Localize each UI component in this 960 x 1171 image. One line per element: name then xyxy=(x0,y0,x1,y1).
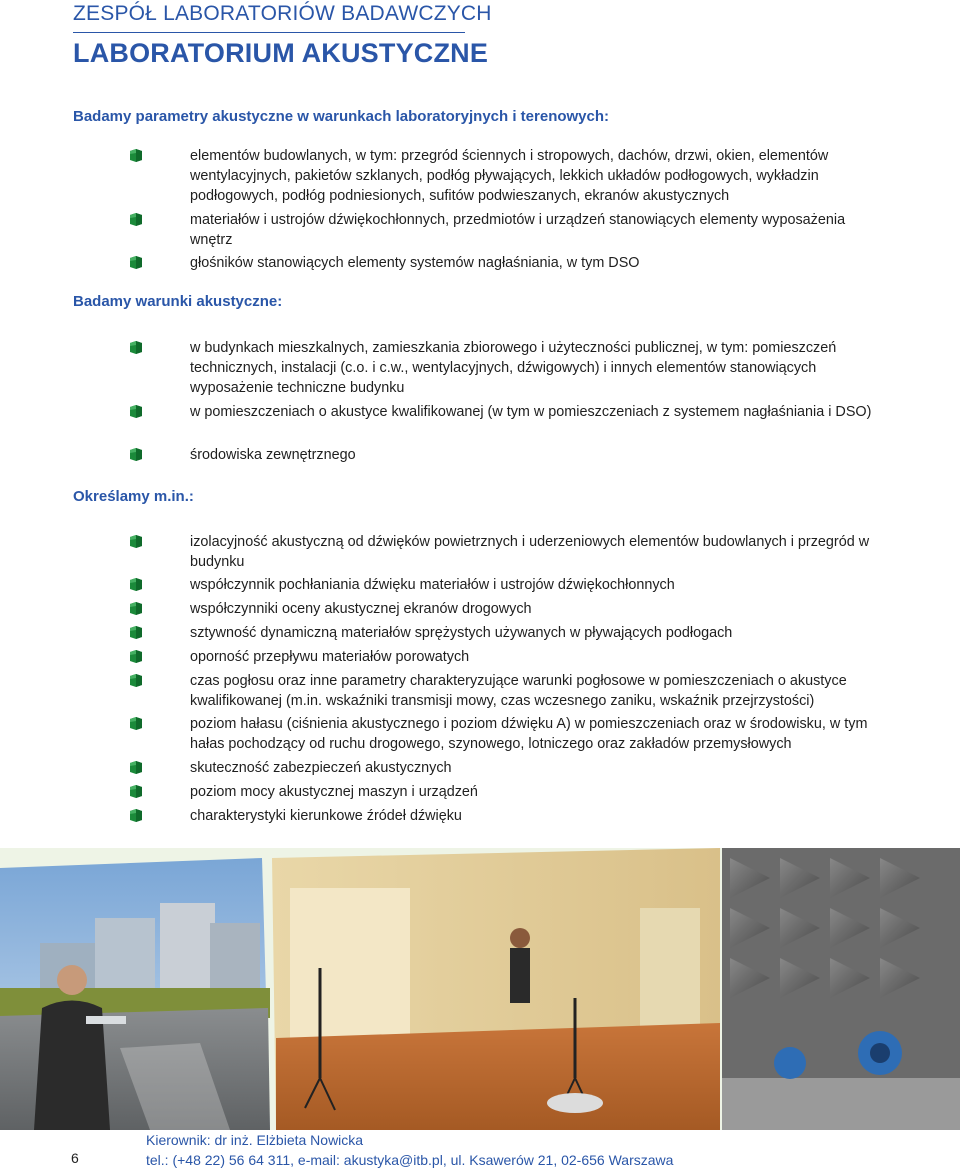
section-heading-conditions: Badamy warunki akustyczne: xyxy=(73,293,283,310)
list-item-text: charakterystyki kierunkowe źródeł dźwięku xyxy=(190,808,462,824)
list-item xyxy=(0,671,960,714)
green-cube-bullet-icon xyxy=(129,341,143,354)
list-item-text: poziom hałasu (ciśnienia akustycznego i poziom dźwięku A) w pomieszczeniach oraz w środowisku, w tym hałas pochodzący od ruchu drogowego, szynowego, lotniczego oraz zakładów przemysłowych xyxy=(190,716,868,752)
green-cube-bullet-icon xyxy=(129,578,143,591)
list-item xyxy=(0,575,960,599)
list-item xyxy=(0,714,960,758)
list-item-text: oporność przepływu materiałów porowatych xyxy=(190,649,470,665)
page-number: 6 xyxy=(71,1150,79,1166)
list-item xyxy=(0,146,960,210)
list-item-text: głośników stanowiących elementy systemów nagłaśniania, w tym DSO xyxy=(190,255,640,271)
page-title: LABORATORIUM AKUSTYCZNE xyxy=(73,38,489,68)
list-item-text: materiałów i ustrojów dźwiękochłonnych, przedmiotów i urządzeń stanowiących elementy wyposażenia wnętrz xyxy=(190,212,846,248)
green-cube-bullet-icon xyxy=(129,626,143,639)
green-cube-bullet-icon xyxy=(129,717,143,730)
list-item xyxy=(0,806,960,830)
green-cube-bullet-icon xyxy=(129,405,143,418)
list-item xyxy=(0,758,960,782)
green-cube-bullet-icon xyxy=(129,602,143,615)
list-item-text: w pomieszczeniach o akustyce kwalifikowanej (w tym w pomieszczeniach z systemem nagłaśniania i DSO) xyxy=(190,404,872,420)
footer-contact-line: tel.: (+48 22) 56 64 311, e-mail: akustyka@itb.pl, ul. Ksawerów 21, 02-656 Warszawa xyxy=(146,1152,674,1168)
green-cube-bullet-icon xyxy=(129,674,143,687)
green-cube-bullet-icon xyxy=(129,761,143,774)
list-item xyxy=(0,445,960,467)
green-cube-bullet-icon xyxy=(129,149,143,162)
list-determine xyxy=(0,532,960,830)
green-cube-bullet-icon xyxy=(129,809,143,822)
list-item-text: elementów budowlanych, w tym: przegród ściennych i stropowych, dachów, drzwi, okien, elementów wentylacyjnych, pakietów szklanych, podłóg pływających, lekkich układów podłogowych, wykładzin podłogowych, podłóg podniesionych, sufitów podwieszanych, ekranów akustycznych xyxy=(190,148,829,204)
footer-manager: Kierownik: dr inż. Elżbieta Nowicka xyxy=(146,1132,364,1148)
green-cube-bullet-icon xyxy=(129,213,143,226)
header-subtitle: ZESPÓŁ LABORATORIÓW BADAWCZYCH xyxy=(73,2,492,25)
list-item xyxy=(0,782,960,806)
list-item-text: poziom mocy akustycznej maszyn i urządzeń xyxy=(190,784,478,800)
green-cube-bullet-icon xyxy=(129,535,143,548)
footer-contact xyxy=(146,1130,673,1170)
list-item xyxy=(0,623,960,647)
list-item xyxy=(0,253,960,275)
list-item-text: czas pogłosu oraz inne parametry charakteryzujące warunki pogłosowe w pomieszczeniach o akustyce kwalifikowanej (m.in. wskaźniki transmisji mowy, czas wczesnego zaniku, wskaźnik przejrzystości) xyxy=(190,673,847,709)
green-cube-bullet-icon xyxy=(129,448,143,461)
list-item-text: sztywność dynamiczną materiałów sprężystych używanych w pływających podłogach xyxy=(190,625,733,641)
header-rule xyxy=(73,32,465,33)
anechoic-chamber-photo xyxy=(722,848,960,1130)
list-item-text: skuteczność zabezpieczeń akustycznych xyxy=(190,760,452,776)
outdoor-noise-measurement-photo xyxy=(0,858,270,1130)
room-acoustics-measurement-photo xyxy=(272,848,720,1130)
list-item xyxy=(0,599,960,623)
list-conditions xyxy=(0,338,960,467)
green-cube-bullet-icon xyxy=(129,785,143,798)
list-item-text: izolacyjność akustyczną od dźwięków powietrznych i uderzeniowych elementów budowlanych i przegród w budynku xyxy=(190,534,870,570)
list-item xyxy=(0,402,960,445)
list-item xyxy=(0,210,960,253)
list-item-text: współczynnik pochłaniania dźwięku materiałów i ustrojów dźwiękochłonnych xyxy=(190,577,675,593)
list-item-text: w budynkach mieszkalnych, zamieszkania zbiorowego i użyteczności publicznej, w tym: pomieszczeń technicznych, instalacji (c.o. i c.w., wentylacyjnych, dźwigowych) i innych elementów stanowiących wyposażenie techniczne budynku xyxy=(190,340,837,396)
list-item xyxy=(0,532,960,575)
photo-strip xyxy=(0,848,960,1130)
green-cube-bullet-icon xyxy=(129,650,143,663)
list-item-text: środowiska zewnętrznego xyxy=(190,447,356,463)
section-heading-parameters: Badamy parametry akustyczne w warunkach laboratoryjnych i terenowych: xyxy=(73,108,610,125)
list-item xyxy=(0,338,960,402)
list-item-text: współczynniki oceny akustycznej ekranów drogowych xyxy=(190,601,532,617)
green-cube-bullet-icon xyxy=(129,256,143,269)
list-parameters xyxy=(0,146,960,275)
list-item xyxy=(0,647,960,671)
section-heading-determine: Określamy m.in.: xyxy=(73,488,194,505)
